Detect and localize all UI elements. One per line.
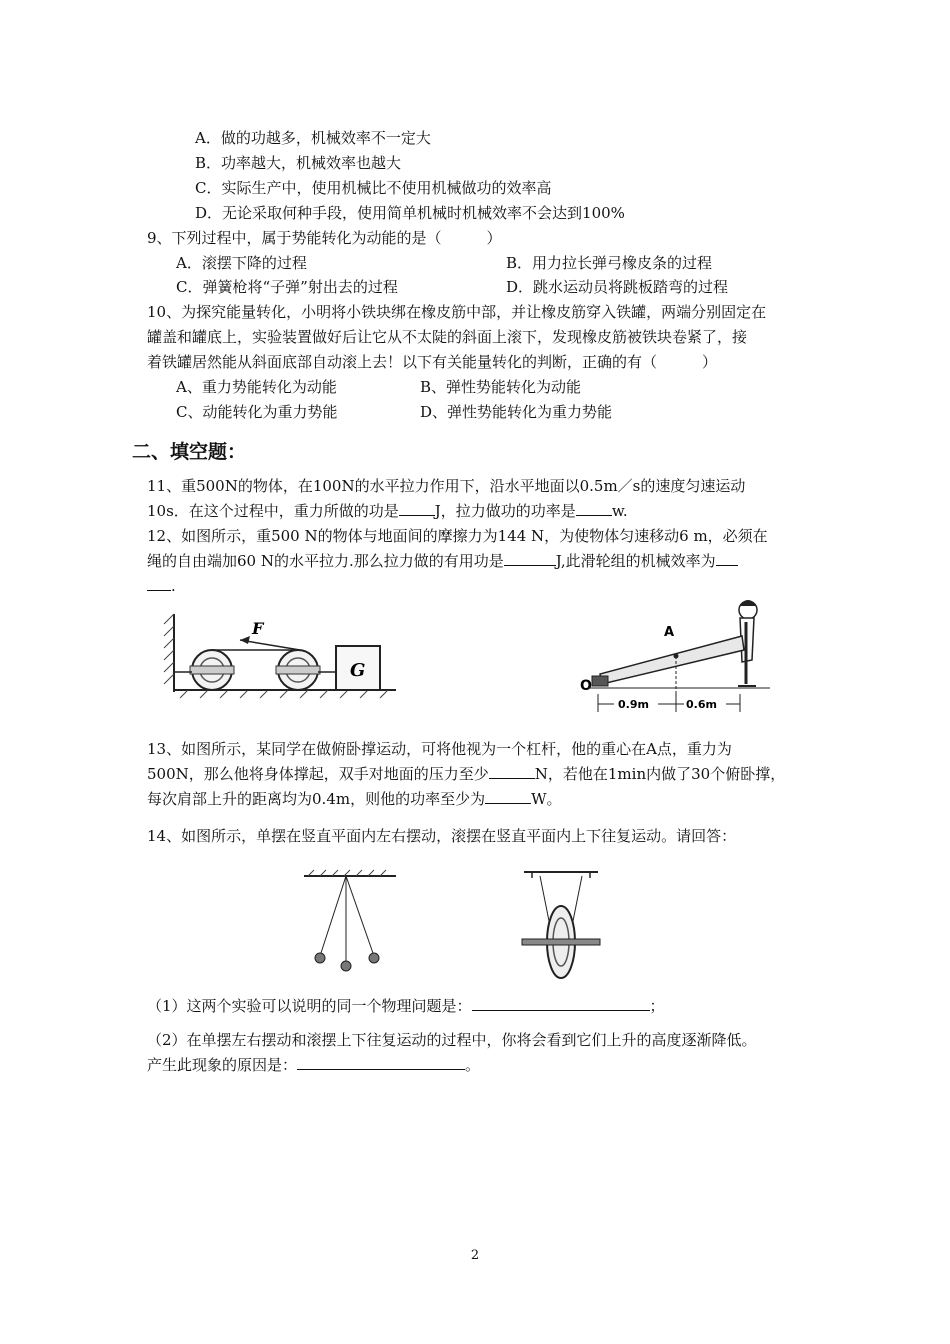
q14-sub2-text: 产生此现象的原因是：	[147, 1056, 298, 1074]
q13-blank-1[interactable]	[489, 764, 535, 779]
section-heading: 二、填空题：	[132, 441, 247, 463]
q9-option-b: B．用力拉长弹弓橡皮条的过程	[506, 254, 713, 272]
pendulum-bob-left	[315, 953, 325, 963]
pendulum-figure	[300, 868, 400, 978]
q12-line-1: 12、如图所示，重500 N的物体与地面间的摩擦力为144 N，为使物体匀速移动6 m，必须在	[147, 527, 768, 545]
q8-option-c: C．实际生产中，使用机械比不使用机械做功的效率高	[195, 179, 552, 197]
q11-blank-2[interactable]	[576, 501, 612, 516]
q10-option-b: B、弹性势能转化为动能	[420, 378, 582, 396]
q12-text-end: .	[171, 577, 176, 595]
q11-text-b: J，拉力做功的功率是	[434, 502, 576, 520]
q8-option-d: D．无论采取何种手段，使用简单机械时机械效率不会达到100%	[195, 204, 625, 222]
q14-sub1-text: （1）这两个实验可以说明的同一个物理问题是：	[147, 997, 472, 1015]
q11-line-2	[147, 501, 628, 521]
q12-line-3	[147, 576, 176, 596]
q10-option-d: D、弹性势能转化为重力势能	[420, 403, 613, 421]
q12-text-a: 绳的自由端加60 N的水平拉力.那么拉力做的有用功是	[147, 552, 504, 570]
q8-option-b: B．功率越大，机械效率也越大	[195, 154, 402, 172]
q14-sub1-end: ；	[649, 997, 665, 1015]
rolling-pendulum-figure	[516, 868, 606, 988]
q14-sub2-end: 。	[465, 1056, 481, 1074]
pulley-figure	[160, 610, 400, 700]
q9-option-c: C．弹簧枪将“子弹”射出去的过程	[176, 278, 398, 296]
pendulum-bob-center	[341, 961, 351, 971]
q13-line-2	[147, 764, 785, 784]
q10-line-2: 罐盖和罐底上，实验装置做好后让它从不太陡的斜面上滚下，发现橡皮筋被铁块卷紧了，接	[147, 328, 748, 346]
movable-pulley	[276, 650, 320, 690]
q12-blank-2a[interactable]	[716, 551, 738, 566]
q13-line-1: 13、如图所示，某同学在做俯卧撑运动，可将他视为一个杠杆，他的重心在A点，重力为	[147, 740, 732, 758]
q11-blank-1[interactable]	[399, 501, 435, 516]
pushup-figure	[580, 596, 780, 716]
q12-blank-1[interactable]	[504, 551, 556, 566]
q14-blank-2[interactable]	[297, 1055, 465, 1070]
q8-option-a: A．做的功越多，机械效率不一定大	[195, 129, 431, 147]
q14-sub2-line-2	[147, 1055, 480, 1075]
block-label: G	[350, 660, 366, 681]
q11-text-c: w.	[611, 502, 628, 520]
q9-option-d: D．跳水运动员将跳板踏弯的过程	[506, 278, 729, 296]
q13-text-d: W。	[531, 790, 562, 808]
q12-line-2	[147, 551, 738, 571]
q14-line-1: 14、如图所示，单摆在竖直平面内左右摆动，滚摆在竖直平面内上下往复运动。请回答：	[147, 827, 737, 845]
q9-stem: 9、下列过程中，属于势能转化为动能的是（ ）	[147, 229, 502, 247]
q11-line-1: 11、重500N的物体，在100N的水平拉力作用下，沿水平地面以0.5m／s的速度匀速运动	[147, 477, 746, 495]
q13-text-b: N，若他在1min内做了30个俯卧撑，	[534, 765, 786, 783]
distance-1: 0.9m	[618, 698, 649, 711]
q13-text-a: 500N，那么他将身体撑起，双手对地面的压力至少	[147, 765, 489, 783]
fixed-pulley	[190, 650, 234, 690]
q13-blank-2[interactable]	[485, 789, 531, 804]
q14-sub1	[147, 996, 665, 1016]
q14-sub2-line-1: （2）在单摆左右摆动和滚摆上下往复运动的过程中，你将会看到它们上升的高度逐渐降低。	[147, 1031, 757, 1049]
q11-text-a: 10s．在这个过程中，重力所做的功是	[147, 502, 399, 520]
page-number: 2	[470, 1248, 480, 1263]
q10-line-1: 10、为探究能量转化，小明将小铁块绑在橡皮筋中部，并让橡皮筋穿入铁罐，两端分别固定在	[147, 303, 767, 321]
q13-text-c: 每次肩部上升的距离均为0.4m，则他的功率至少为	[147, 790, 486, 808]
q9-option-a: A．滚摆下降的过程	[176, 254, 307, 272]
q12-blank-2b[interactable]	[147, 576, 171, 591]
q10-option-c: C、动能转化为重力势能	[176, 403, 338, 421]
q13-line-3	[147, 789, 562, 809]
q14-blank-1[interactable]	[472, 996, 650, 1011]
axle	[522, 939, 600, 945]
point-o-label: O	[580, 678, 592, 694]
q10-line-3: 着铁罐居然能从斜面底部自动滚上去！以下有关能量转化的判断，正确的有（ ）	[147, 353, 718, 371]
distance-2: 0.6m	[686, 698, 717, 711]
q12-text-b: J,此滑轮组的机械效率为	[555, 552, 716, 570]
point-a-label: A	[664, 625, 675, 640]
pendulum-bob-right	[369, 953, 379, 963]
q10-option-a: A、重力势能转化为动能	[176, 378, 337, 396]
force-label: F	[252, 619, 264, 638]
